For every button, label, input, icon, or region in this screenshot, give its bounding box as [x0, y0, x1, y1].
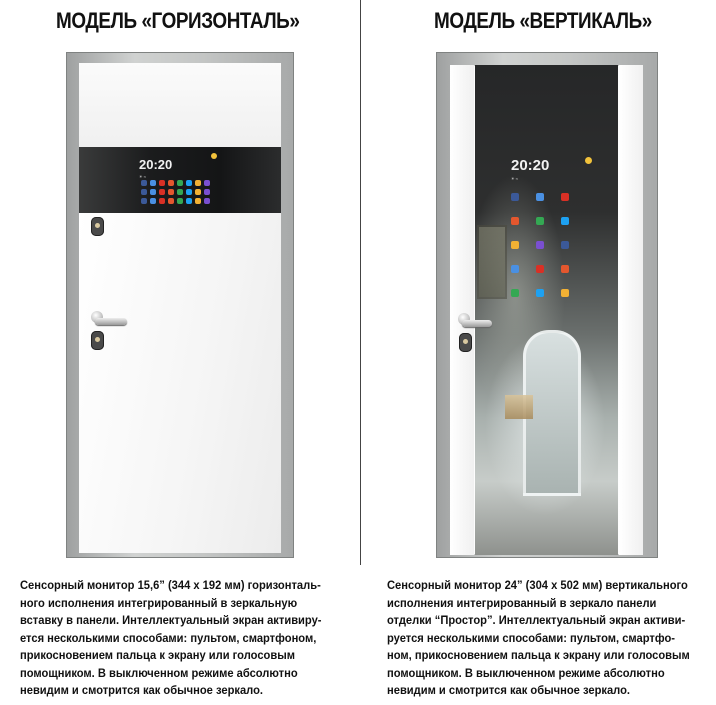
lower-white-panel: [79, 213, 281, 553]
screen-clock: 20:20: [139, 157, 173, 172]
caption-line: невидим и смотрится как обычное зеркало.: [387, 683, 631, 697]
app-icon: [536, 265, 544, 273]
app-icon: [561, 241, 569, 249]
app-icon: [511, 217, 519, 225]
app-icon: [177, 198, 183, 204]
mirror-clock: 20:20: [511, 157, 550, 174]
app-icon: [195, 180, 201, 186]
mirror-weather-text: ☀ ≈: [511, 176, 518, 181]
left-white-strip: [450, 65, 474, 555]
app-icon: [141, 198, 147, 204]
app-icon: [168, 198, 174, 204]
top-white-panel: [79, 63, 281, 148]
app-icon: [186, 180, 192, 186]
vertical-mirror-screen: [475, 65, 618, 555]
app-icon: [168, 180, 174, 186]
app-icon: [159, 198, 165, 204]
app-icon: [141, 180, 147, 186]
screen-weather-text: ☀ ≈: [139, 174, 146, 179]
reflected-bench: [505, 395, 533, 419]
app-icon: [159, 180, 165, 186]
app-icon: [195, 189, 201, 195]
caption-line: помощником. В выключенном режиме абсолютно: [387, 665, 665, 680]
lower-lock-icon: [91, 331, 104, 350]
caption-line: помощником. В выключенном режиме абсолютно: [20, 665, 298, 680]
app-icon: [511, 289, 519, 297]
app-icon: [150, 180, 156, 186]
app-icon: [159, 189, 165, 195]
app-icon: [204, 189, 210, 195]
door-leaf-vertical: [450, 65, 643, 555]
reflected-picture: [477, 225, 507, 299]
app-icon: [511, 265, 519, 273]
app-icon: [177, 180, 183, 186]
app-icon: [561, 289, 569, 297]
app-icon: [561, 193, 569, 201]
app-icon: [536, 193, 544, 201]
app-icon: [204, 198, 210, 204]
app-icon: [561, 265, 569, 273]
caption-line: вставку в панели. Интеллектуальный экран активиру-: [20, 613, 322, 627]
door-handle: [95, 318, 127, 325]
app-icon: [150, 198, 156, 204]
caption-line: Сенсорный монитор 15,6” (344 x 192 мм) горизонталь-: [20, 578, 321, 592]
upper-lock-icon: [91, 217, 104, 236]
horizontal-screen: [79, 147, 281, 213]
door-handle-vertical: [462, 320, 492, 327]
caption-line: прикосновением пальца к экрану или голосовым: [20, 648, 295, 662]
caption-line: отделки “Простор”. Интеллектуальный экран активи-: [387, 613, 686, 627]
app-icon: [168, 189, 174, 195]
app-icon: [511, 241, 519, 249]
caption-line: невидим и смотрится как обычное зеркало.: [20, 683, 264, 697]
caption-line: ного исполнения интегрированный в зеркальную: [20, 595, 298, 610]
weather-sun-icon: [211, 153, 217, 159]
app-icon: [536, 289, 544, 297]
caption-line: ном, прикосновением пальца к экрану или голосовым: [387, 648, 690, 662]
lock-icon-vertical: [459, 333, 472, 352]
left-caption: [20, 577, 322, 700]
caption-line: исполнения интегрированный в зеркало панели: [387, 595, 657, 610]
app-icon: [186, 198, 192, 204]
app-icon: [195, 198, 201, 204]
right-model-title: МОДЕЛЬ «ВЕРТИКАЛЬ»: [434, 8, 652, 33]
caption-line: Сенсорный монитор 24” (304 x 502 мм) вертикального: [387, 578, 688, 592]
mirror-weather-sun-icon: [585, 157, 592, 164]
right-caption: [387, 577, 690, 700]
door-leaf-horizontal: [79, 63, 281, 553]
app-icon: [536, 241, 544, 249]
caption-line: руется несколькими способами: пультом, смартфо-: [387, 630, 675, 645]
app-icon: [150, 189, 156, 195]
left-model-title: МОДЕЛЬ «ГОРИЗОНТАЛЬ»: [56, 8, 300, 33]
caption-line: ется несколькими способами: пультом, смартфоном,: [20, 630, 317, 645]
app-icon: [204, 180, 210, 186]
app-icon: [511, 193, 519, 201]
app-icon: [186, 189, 192, 195]
column-divider: [360, 0, 361, 565]
app-icon: [561, 217, 569, 225]
app-icon: [536, 217, 544, 225]
right-white-strip: [619, 65, 643, 555]
app-icon: [177, 189, 183, 195]
app-icon: [141, 189, 147, 195]
